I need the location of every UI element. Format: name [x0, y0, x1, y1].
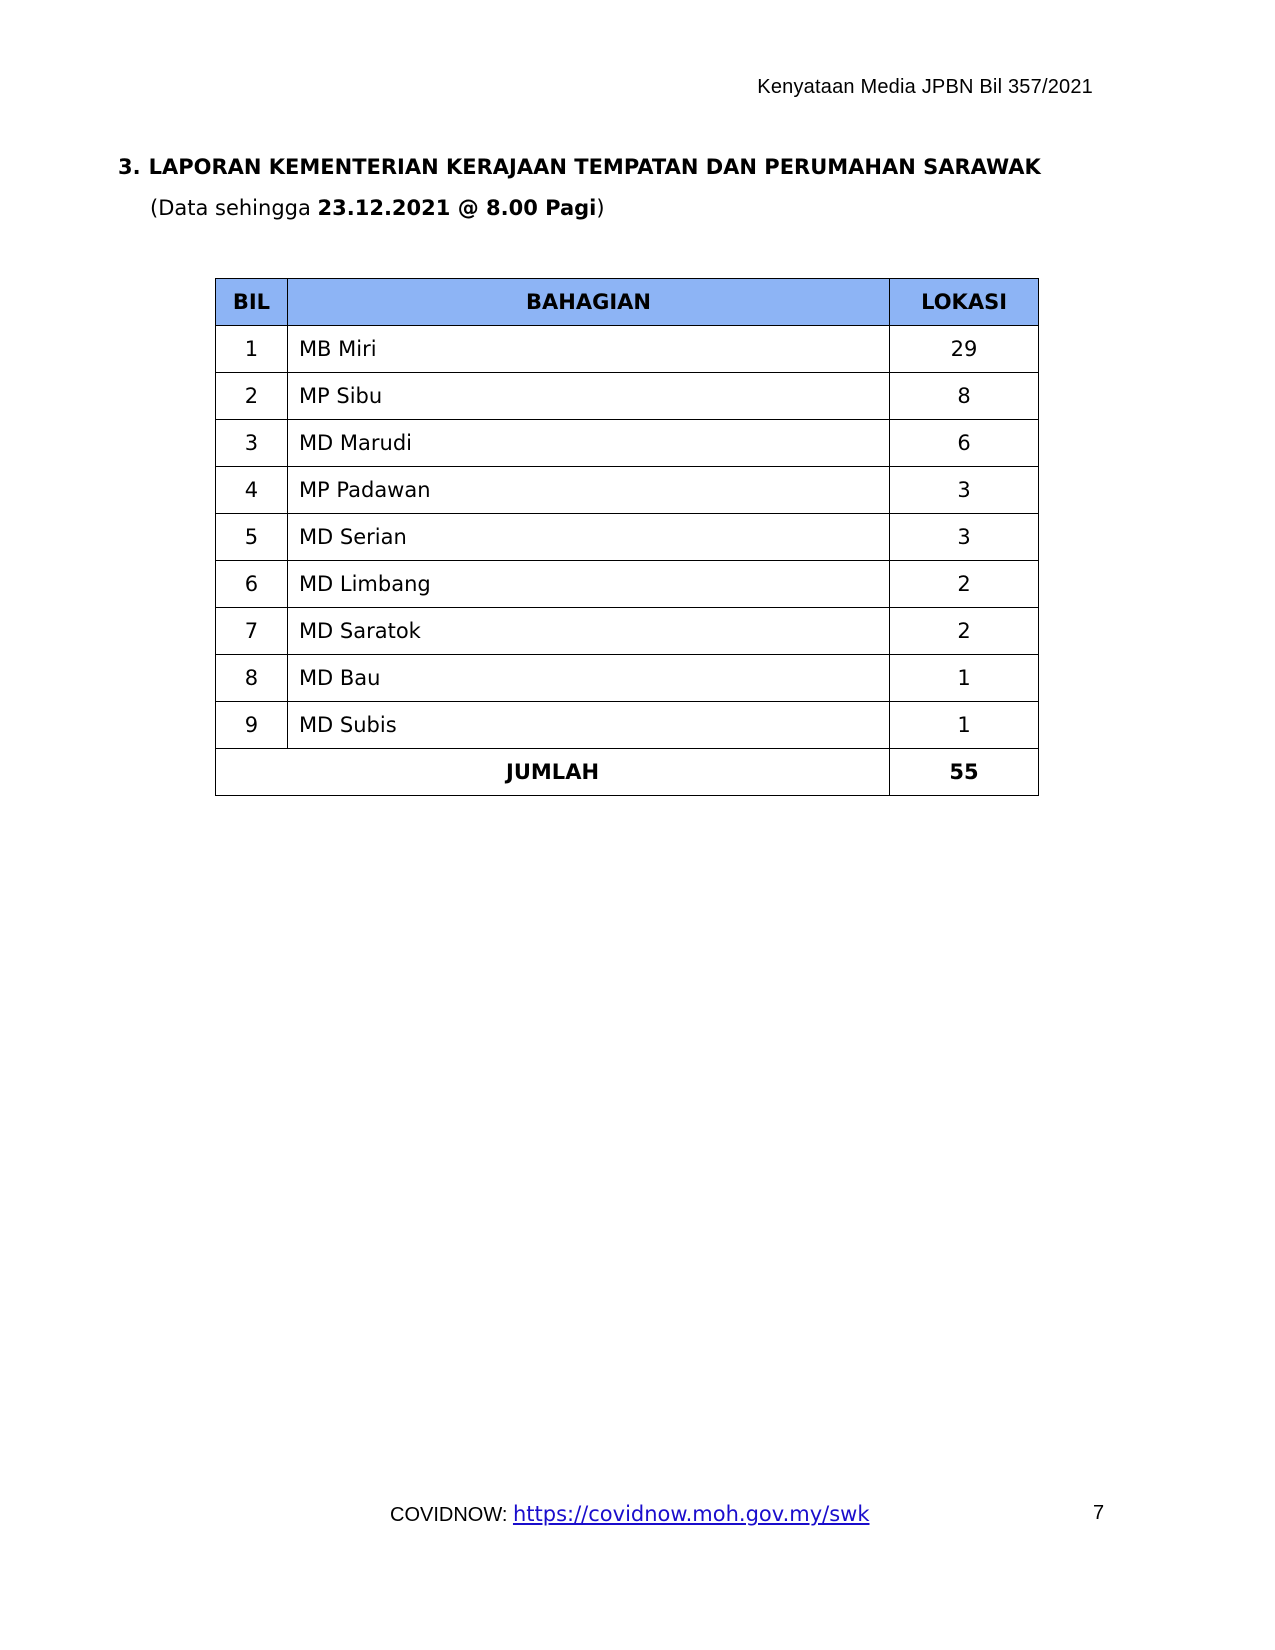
cell-bahagian: MD Saratok: [287, 608, 889, 655]
covidnow-link[interactable]: https://covidnow.moh.gov.my/swk: [512, 1502, 870, 1526]
cell-bahagian: MD Serian: [287, 514, 889, 561]
cell-bahagian: MD Bau: [287, 655, 889, 702]
table-row: [216, 655, 1039, 702]
note-suffix: ): [596, 196, 605, 220]
note-prefix: (Data sehingga: [150, 196, 318, 220]
total-value: 55: [890, 749, 1039, 796]
header-bahagian: BAHAGIAN: [287, 279, 889, 326]
footer-label: COVIDNOW:: [390, 1504, 513, 1526]
table-row: [216, 514, 1039, 561]
section-title: LAPORAN KEMENTERIAN KERAJAAN TEMPATAN DAN PERUMAHAN SARAWAK: [148, 155, 1041, 179]
cell-lokasi: 1: [890, 702, 1039, 749]
table-row: [216, 373, 1039, 420]
cell-bil: 4: [216, 467, 288, 514]
table-row: [216, 702, 1039, 749]
data-timestamp-note: [150, 196, 605, 220]
cell-lokasi: 8: [890, 373, 1039, 420]
cell-bahagian: MD Marudi: [287, 420, 889, 467]
table-row: [216, 420, 1039, 467]
table-row: [216, 561, 1039, 608]
header-bil: BIL: [216, 279, 288, 326]
cell-lokasi: 1: [890, 655, 1039, 702]
report-table: [215, 278, 1039, 796]
cell-bil: 8: [216, 655, 288, 702]
page-number: 7: [1093, 1502, 1105, 1524]
cell-lokasi: 2: [890, 608, 1039, 655]
table-row: [216, 467, 1039, 514]
cell-bahagian: MD Subis: [287, 702, 889, 749]
total-label: JUMLAH: [216, 749, 890, 796]
table-header-row: [216, 279, 1039, 326]
cell-lokasi: 3: [890, 514, 1039, 561]
table-body: [216, 326, 1039, 749]
section-heading: [118, 155, 1041, 179]
total-row: [216, 749, 1039, 796]
table-row: [216, 326, 1039, 373]
cell-lokasi: 6: [890, 420, 1039, 467]
cell-bil: 3: [216, 420, 288, 467]
cell-bahagian: MD Limbang: [287, 561, 889, 608]
cell-bil: 9: [216, 702, 288, 749]
footer: [390, 1502, 870, 1527]
cell-bahagian: MB Miri: [287, 326, 889, 373]
cell-bahagian: MP Sibu: [287, 373, 889, 420]
cell-lokasi: 3: [890, 467, 1039, 514]
note-date: 23.12.2021 @ 8.00 Pagi: [317, 196, 597, 220]
section-number: 3.: [118, 155, 141, 179]
cell-lokasi: 29: [890, 326, 1039, 373]
document-reference: Kenyataan Media JPBN Bil 357/2021: [757, 76, 1093, 98]
cell-bil: 1: [216, 326, 288, 373]
cell-bahagian: MP Padawan: [287, 467, 889, 514]
cell-bil: 7: [216, 608, 288, 655]
cell-lokasi: 2: [890, 561, 1039, 608]
cell-bil: 5: [216, 514, 288, 561]
cell-bil: 2: [216, 373, 288, 420]
cell-bil: 6: [216, 561, 288, 608]
header-lokasi: LOKASI: [890, 279, 1039, 326]
table-row: [216, 608, 1039, 655]
